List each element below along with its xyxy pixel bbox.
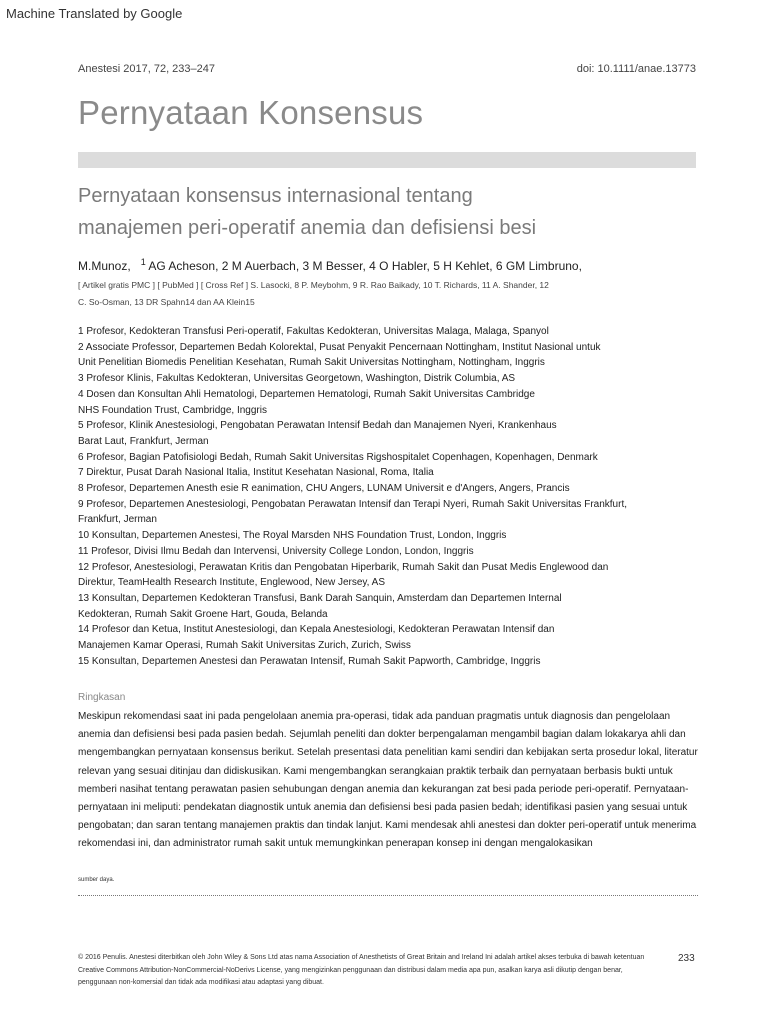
doi-link[interactable]: doi: 10.1111/anae.13773	[576, 63, 696, 75]
machine-translation-banner: Machine Translated by Google	[6, 6, 183, 21]
article-title-line-2: manajemen peri-operatif anemia dan defisiensi besi	[78, 217, 537, 239]
affiliation-line: Kedokteran, Rumah Sakit Groene Hart, Gouda, Belanda	[78, 608, 328, 620]
affiliation-line: 1 Profesor, Kedokteran Transfusi Peri-operatif, Fakultas Kedokteran, Universitas Malaga, Malaga, Spanyol	[78, 326, 549, 337]
affiliation-line: 14 Profesor dan Ketua, Institut Anestesiologi, dan Kepala Anestesiologi, Kedokteran Perawatan Intensif dan	[78, 624, 555, 636]
author-list-line-1	[78, 257, 582, 273]
article-title-line-1: Pernyataan konsensus internasional tentang	[78, 185, 473, 207]
abstract-trailing-text: sumber daya.	[78, 877, 115, 883]
page-number: 233	[678, 953, 695, 964]
section-divider-bar	[78, 152, 696, 168]
affiliation-line: 12 Profesor, Anestesiologi, Perawatan Kritis dan Pengobatan Hiperbarik, Rumah Sakit dan Pusat Medis Englewood dan	[78, 561, 609, 573]
affiliation-line: 9 Profesor, Departemen Anestesiologi, Pengobatan Perawatan Intensif dan Terapi Nyeri, Rumah Sakit Universitas Frankfurt,	[78, 498, 627, 510]
affiliation-line: 15 Konsultan, Departemen Anestesi dan Perawatan Intensif, Rumah Sakit Papworth, Cambridge, Inggris	[78, 655, 541, 667]
affiliation-line: 5 Profesor, Klinik Anestesiologi, Pengobatan Perawatan Intensif Bedah dan Manajemen Nyeri, Krankenhaus	[78, 420, 557, 432]
affiliation-line: NHS Foundation Trust, Cambridge, Inggris	[78, 404, 267, 416]
abstract-heading: Ringkasan	[78, 692, 126, 703]
affiliation-line: Barat Laut, Frankfurt, Jerman	[78, 435, 209, 447]
dotted-separator	[78, 895, 698, 896]
affiliation-line: Direktur, TeamHealth Research Institute, Englewood, New Jersey, AS	[78, 577, 385, 589]
license-footer: © 2016 Penulis. Anestesi diterbitkan oleh John Wiley & Sons Ltd atas nama Association of Anesthetists of Great Britain and Ireland Ini adalah artikel akses terbuka di bawah ketentuan Creative Commons Attribution-NonCommercial-NoDerivs License, yang mengizinkan penggunaan dan distribusi dalam media apa pun, asalkan karya asli dikutip dengan benar, penggunaan non-komersial dan tidak ada modifikasi atau adaptasi yang dibuat.	[78, 954, 645, 986]
journal-reference: Anestesi 2017, 72, 233–247	[78, 63, 216, 75]
section-title: Pernyataan Konsensus	[78, 94, 424, 131]
author-list-line-3: C. So-Osman, 13 DR Spahn14 dan AA Klein15	[78, 297, 255, 307]
affiliation-line: 8 Profesor, Departemen Anesth esie R eanimation, CHU Angers, LUNAM Universit e d'Angers, Angers, Prancis	[78, 483, 570, 495]
affiliation-line: 11 Profesor, Divisi Ilmu Bedah dan Intervensi, University College London, London, Inggris	[78, 545, 474, 557]
author-list-rest: AG Acheson, 2 M Auerbach, 3 M Besser, 4 O Habler, 5 H Kehlet, 6 GM Limbruno,	[148, 259, 582, 273]
affiliation-line: 4 Dosen dan Konsultan Ahli Hematologi, Departemen Hematologi, Rumah Sakit Universitas Cambridge	[78, 388, 535, 400]
abstract-text: Meskipun rekomendasi saat ini pada pengelolaan anemia pra-operasi, tidak ada panduan pragmatis untuk diagnosis dan pengelolaan anemia dan defisiensi besi pada pasien bedah. Sejumlah peneliti dan dokter berpengalaman mengambil bagian dalam lokakarya ahli dan mengembangkan pernyataan konsensus berikut. Setelah presentasi data penelitian kami sendiri dan kebijakan serta prosedur lokal, literatur relevan yang sesuai ditinjau dan didiskusikan. Kami mengembangkan serangkaian praktik terbaik dan pernyataan berbasis bukti untuk memberi nasihat tentang perawatan pasien sehubungan dengan anemia dan kekurangan zat besi pada periode peri-operatif. Pernyataan-pernyataan ini meliputi: pendekatan diagnostik untuk anemia dan defisiensi besi pada pasien bedah; identifikasi pasien yang sesuai untuk pengobatan; dan saran tentang manajemen praktis dan tindak lanjut. Kami mendesak ahli anestesi dan dokter peri-operatif untuk menerima rekomendasi ini, dan administrator rumah sakit untuk memungkinkan penerapan konsep ini dengan mengalokasikan	[78, 711, 698, 850]
affiliation-line: Unit Penelitian Biomedis Penelitian Kesehatan, Rumah Sakit Universitas Nottingham, Nottingham, Inggris	[78, 357, 545, 369]
affiliation-line: Manajemen Kamar Operasi, Rumah Sakit Universitas Zurich, Zurich, Swiss	[78, 640, 411, 652]
affiliation-line: 6 Profesor, Bagian Patofisiologi Bedah, Rumah Sakit Universitas Rigshospitalet Copenhagen, Kopenhagen, Denmark	[78, 451, 598, 463]
article-title	[78, 180, 698, 244]
affiliation-line: Frankfurt, Jerman	[78, 514, 157, 526]
affiliation-line: 10 Konsultan, Departemen Anestesi, The Royal Marsden NHS Foundation Trust, London, Inggris	[78, 530, 507, 542]
affiliation-line: 2 Associate Professor, Departemen Bedah Kolorektal, Pusat Penyakit Pencernaan Nottingham, Institut Nasional untuk	[78, 341, 601, 353]
affiliation-list	[78, 324, 698, 669]
affiliation-line: 7 Direktur, Pusat Darah Nasional Italia, Institut Kesehatan Nasional, Roma, Italia	[78, 467, 434, 479]
affiliation-line: 13 Konsultan, Departemen Kedokteran Transfusi, Bank Darah Sanquin, Amsterdam dan Departemen Internal	[78, 592, 562, 604]
affiliation-superscript: 1	[140, 257, 146, 267]
first-author: M.Munoz,	[78, 259, 131, 273]
affiliation-line: 3 Profesor Klinis, Fakultas Kedokteran, Universitas Georgetown, Washington, Distrik Columbia, AS	[78, 373, 516, 385]
reference-links-line[interactable]: [ Artikel gratis PMC ] [ PubMed ] [ Cross Ref ] S. Lasocki, 8 P. Meybohm, 9 R. Rao Baikady, 10 T. Richards, 11 A. Shander, 12	[78, 280, 549, 290]
